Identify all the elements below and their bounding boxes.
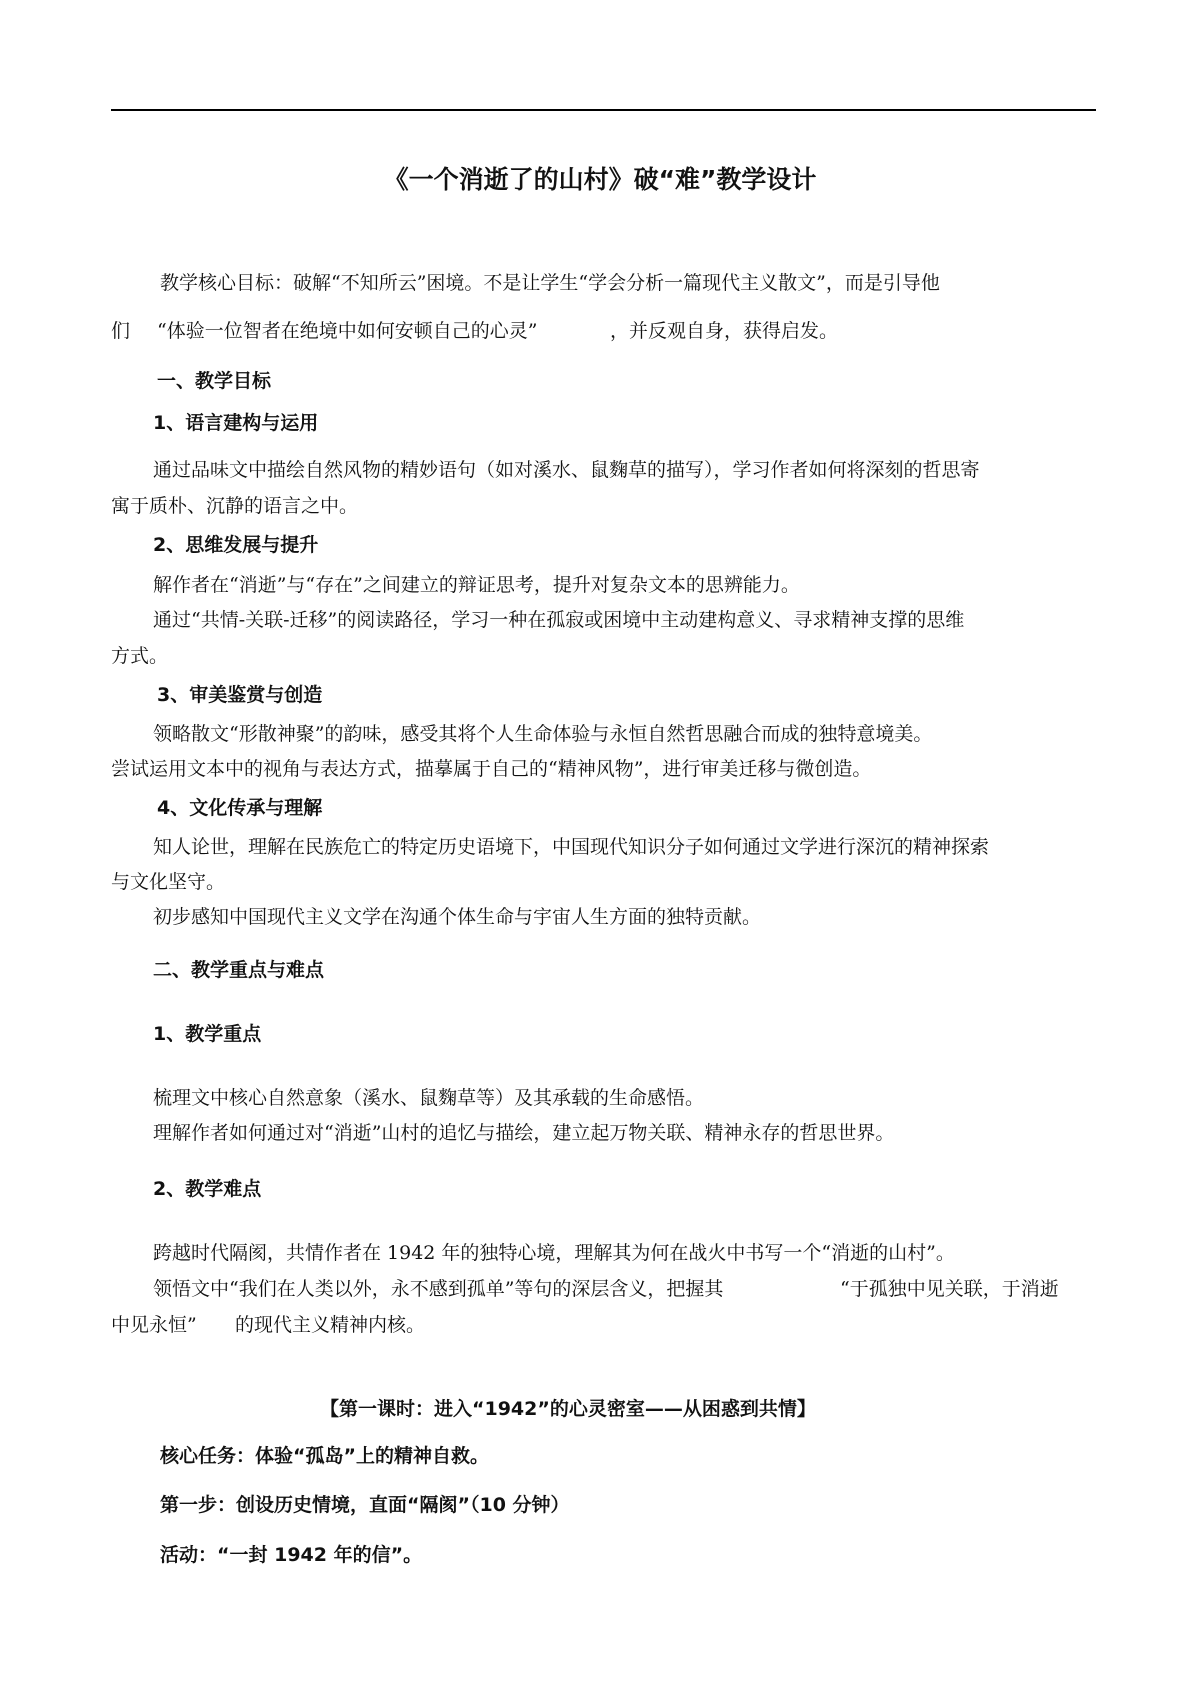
lesson-1-step-1: 第一步：创设历史情境，直面“隔阂”（10 分钟） xyxy=(160,1494,570,1516)
sub-1-2-para-1: 解作者在“消逝”与“存在”之间建立的辩证思考，提升对复杂文本的思辨能力。 xyxy=(153,574,800,596)
sub-1-4-para-1-line-2: 与文化坚守。 xyxy=(111,871,226,893)
sub-1-1-heading: 1、语言建构与运用 xyxy=(153,412,319,434)
document-title: 《一个消逝了的山村》破“难”教学设计 xyxy=(383,165,817,194)
sub-2-2-para-2-line-2-a: 中见永恒” xyxy=(111,1314,197,1336)
sub-1-2-heading: 2、思维发展与提升 xyxy=(153,534,319,556)
intro-line-2-c: ，并反观自身，获得启发。 xyxy=(610,320,839,342)
lesson-1-core-task: 核心任务：体验“孤岛”上的精神自救。 xyxy=(160,1445,489,1467)
section-2-heading: 二、教学重点与难点 xyxy=(153,959,325,981)
header-rule xyxy=(111,109,1096,111)
intro-line-1: 教学核心目标：破解“不知所云”困境。不是让学生“学会分析一篇现代主义散文”，而是引导他 xyxy=(160,272,940,294)
sub-2-2-para-2-line-2-b: 的现代主义精神内核。 xyxy=(235,1314,426,1336)
sub-2-2-para-2-line-1-b: “于孤独中见关联，于消逝 xyxy=(840,1278,1059,1300)
sub-1-1-para-line-2: 寓于质朴、沉静的语言之中。 xyxy=(111,495,359,517)
sub-1-4-para-2: 初步感知中国现代主义文学在沟通个体生命与宇宙人生方面的独特贡献。 xyxy=(153,906,762,928)
sub-2-2-para-1: 跨越时代隔阂，共情作者在 1942 年的独特心境，理解其为何在战火中书写一个“消逝的山村”。 xyxy=(153,1242,955,1264)
sub-1-1-para-line-1: 通过品味文中描绘自然风物的精妙语句（如对溪水、鼠麴草的描写），学习作者如何将深刻的哲思寄 xyxy=(153,459,980,481)
sub-1-3-heading: 3、审美鉴赏与创造 xyxy=(157,684,323,706)
sub-2-2-heading: 2、教学难点 xyxy=(153,1178,262,1200)
sub-1-4-heading: 4、文化传承与理解 xyxy=(157,797,323,819)
sub-2-1-para-1: 梳理文中核心自然意象（溪水、鼠麴草等）及其承载的生命感悟。 xyxy=(153,1087,705,1109)
intro-line-2-b: “体验一位智者在绝境中如何安顿自己的心灵” xyxy=(157,320,538,342)
section-1-heading: 一、教学目标 xyxy=(157,370,272,392)
sub-1-2-para-2-line-2: 方式。 xyxy=(111,645,169,667)
lesson-1-activity: 活动：“一封 1942 年的信”。 xyxy=(160,1544,423,1566)
lesson-1-heading: 【第一课时：进入“1942”的心灵密室——从困惑到共情】 xyxy=(320,1398,816,1420)
sub-2-1-heading: 1、教学重点 xyxy=(153,1023,262,1045)
sub-1-3-para-1: 领略散文“形散神聚”的韵味，感受其将个人生命体验与永恒自然哲思融合而成的独特意境美。 xyxy=(153,723,933,745)
intro-line-2-a: 们 xyxy=(111,320,131,342)
sub-2-2-para-2-line-1-a: 领悟文中“我们在人类以外，永不感到孤单”等句的深层含义，把握其 xyxy=(153,1278,724,1300)
sub-1-3-para-2: 尝试运用文本中的视角与表达方式，描摹属于自己的“精神风物”，进行审美迁移与微创造。 xyxy=(111,758,872,780)
sub-2-1-para-2: 理解作者如何通过对“消逝”山村的追忆与描绘，建立起万物关联、精神永存的哲思世界。 xyxy=(153,1122,895,1144)
sub-1-4-para-1-line-1: 知人论世，理解在民族危亡的特定历史语境下，中国现代知识分子如何通过文学进行深沉的精神探索 xyxy=(153,836,990,858)
sub-1-2-para-2-line-1: 通过“共情-关联-迁移”的阅读路径，学习一种在孤寂或困境中主动建构意义、寻求精神支撑的思维 xyxy=(153,609,965,631)
